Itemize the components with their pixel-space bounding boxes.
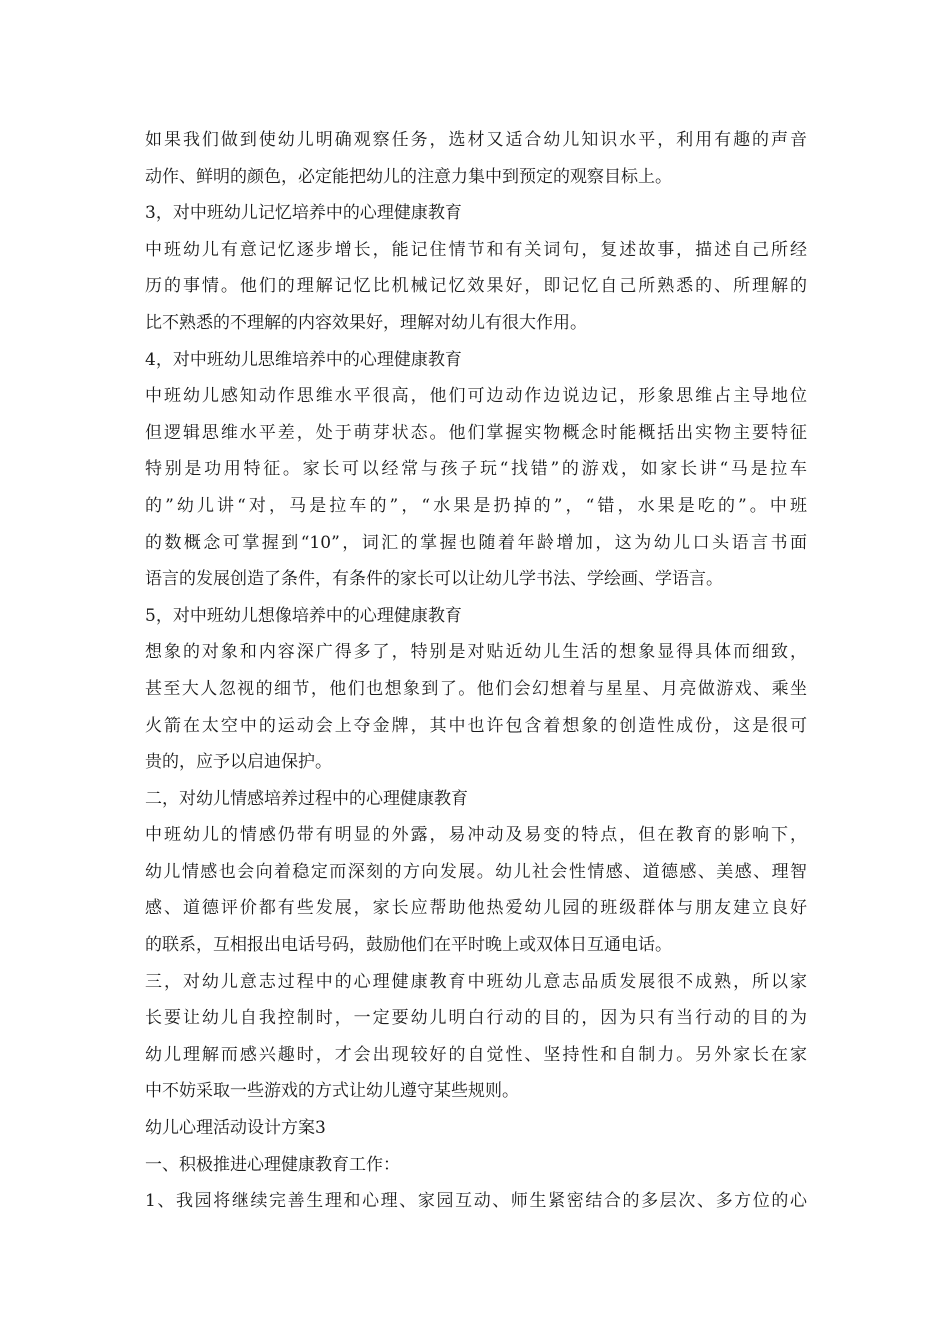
text-line: 中不妨采取一些游戏的方式让幼儿遵守某些规则。 bbox=[145, 1081, 519, 1102]
text-line: 幼儿情感也会向着稳定而深刻的方向发展。幼儿社会性情感、道德感、美感、理智 bbox=[145, 861, 807, 882]
text-line: 感、道德评价都有些发展，家长应帮助他热爱幼儿园的班级群体与朋友建立良好 bbox=[145, 898, 807, 919]
text-line: 中班幼儿有意记忆逐步增长，能记住情节和有关词句，复述故事，描述自己所经 bbox=[145, 239, 807, 260]
text-line: 的”幼儿讲“对，马是拉车的”，“水果是扔掉的”，“错，水果是吃的”。中班 bbox=[145, 495, 807, 516]
text-line: 但逻辑思维水平差，处于萌芽状态。他们掌握实物概念时能概括出实物主要特征 bbox=[145, 422, 807, 443]
text-line: 甚至大人忽视的细节，他们也想象到了。他们会幻想着与星星、月亮做游戏、乘坐 bbox=[145, 678, 807, 699]
text-line: 1、我园将继续完善生理和心理、家园互动、师生紧密结合的多层次、多方位的心 bbox=[145, 1191, 807, 1212]
text-line: 火箭在太空中的运动会上夺金牌，其中也许包含着想象的创造性成份，这是很可 bbox=[145, 715, 807, 736]
text-line: 4，对中班幼儿思维培养中的心理健康教育 bbox=[145, 349, 462, 370]
text-line: 二，对幼儿情感培养过程中的心理健康教育 bbox=[145, 788, 468, 809]
text-line: 贵的，应予以启迪保护。 bbox=[145, 752, 332, 773]
text-line: 三，对幼儿意志过程中的心理健康教育中班幼儿意志品质发展很不成熟，所以家 bbox=[145, 971, 807, 992]
text-line: 动作、鲜明的颜色，必定能把幼儿的注意力集中到预定的观察目标上。 bbox=[145, 166, 672, 187]
text-line: 语言的发展创造了条件，有条件的家长可以让幼儿学书法、学绘画、学语言。 bbox=[145, 569, 723, 590]
text-line: 如果我们做到使幼儿明确观察任务，选材又适合幼儿知识水平，利用有趣的声音 bbox=[145, 130, 807, 150]
text-line: 幼儿理解而感兴趣时，才会出现较好的自觉性、坚持性和自制力。另外家长在家 bbox=[145, 1044, 807, 1065]
text-line: 长要让幼儿自我控制时，一定要幼儿明白行动的目的，因为只有当行动的目的为 bbox=[145, 1008, 807, 1029]
text-line: 中班幼儿感知动作思维水平很高，他们可边动作边说边记，形象思维占主导地位 bbox=[145, 386, 807, 407]
document-body bbox=[145, 122, 807, 1220]
text-line: 的数概念可掌握到“10”，词汇的掌握也随着年龄增加，这为幼儿口头语言书面 bbox=[145, 532, 807, 553]
text-line: 想象的对象和内容深广得多了，特别是对贴近幼儿生活的想象显得具体而细致， bbox=[145, 642, 807, 663]
text-line: 幼儿心理活动设计方案3 bbox=[145, 1118, 326, 1139]
text-line: 5，对中班幼儿想像培养中的心理健康教育 bbox=[145, 605, 462, 626]
text-line: 3，对中班幼儿记忆培养中的心理健康教育 bbox=[145, 203, 462, 224]
text-line: 历的事情。他们的理解记忆比机械记忆效果好，即记忆自己所熟悉的、所理解的 bbox=[145, 276, 807, 297]
text-line: 的联系，互相报出电话号码，鼓励他们在平时晚上或双体日互通电话。 bbox=[145, 935, 672, 956]
text-line: 中班幼儿的情感仍带有明显的外露，易冲动及易变的特点，但在教育的影响下， bbox=[145, 825, 807, 846]
text-line: 特别是功用特征。家长可以经常与孩子玩“找错”的游戏，如家长讲“马是拉车 bbox=[145, 459, 807, 480]
text-line: 一、积极推进心理健康教育工作： bbox=[145, 1154, 400, 1175]
text-line: 比不熟悉的不理解的内容效果好，理解对幼儿有很大作用。 bbox=[145, 312, 587, 333]
